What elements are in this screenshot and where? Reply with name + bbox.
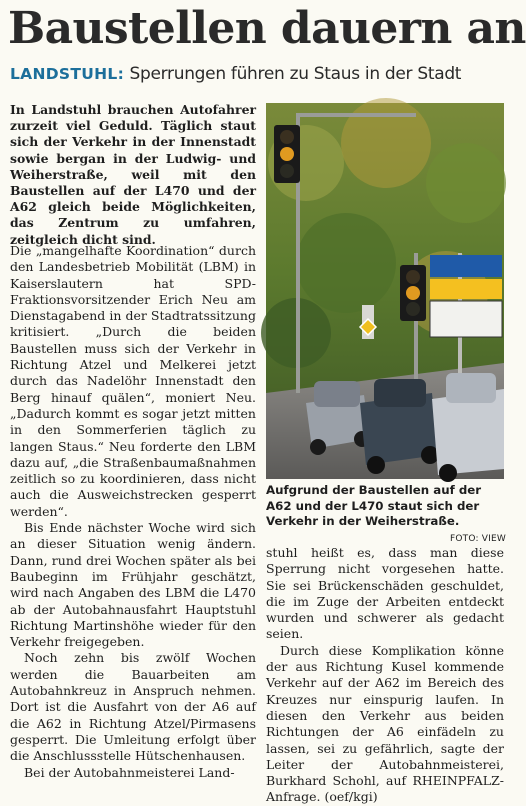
caption-text: Aufgrund der Baustellen auf der A62 und der L470 staut sich der Verkehr in der Weiherstraße. — [266, 483, 482, 528]
kicker — [10, 62, 510, 86]
body-paragraph: Die „mangelhafte Koordination“ durch den Landesbetrieb Mobilität (LBM) in Kaiserslautern hat SPD-Fraktionsvorsitzender Erich Neu am Dienstagabend in der Stadtratssitzung kritisiert. „Durch die beiden Baustellen muss sich der Verkehr in Richtung Atzel und Melkerei jetzt durch das Nadelöhr Innenstadt den Berg hinauf quälen“, moniert Neu. „Dadurch kommt es sogar jetzt mitten in den Sommerferien täglich zu langen Staus.“ Neu forderte den LBM dazu auf, „die Straßenbaumaßnahmen zeitlich so zu koordinieren, dass nicht auch die Ausweichstrecken gesperrt werden“. — [10, 243, 256, 519]
body-paragraph: Noch zehn bis zwölf Wochen werden die Bauarbeiten am Autobahnkreuz in Anspruch nehmen. Dort ist die Ausfahrt von der A6 auf die A62 in Richtung Atzel/Pirmasens gesperrt. Die Umleitung erfolgt über die Anschlussstelle Hütschenhausen. — [10, 650, 256, 764]
traffic-photo-illustration — [266, 103, 504, 479]
headline: Baustellen dauern an — [8, 3, 526, 54]
body-paragraph: Bei der Autobahnmeisterei Land- — [24, 764, 235, 780]
body-paragraph: Bis Ende nächster Woche wird sich an dieser Situation wenig ändern. Dann, rund drei Wochen später als bei Baubeginn im Frühjahr geschätzt, wird nach Angaben des LBM die L470 ab der Autobahnausfahrt Hauptstuhl Richtung Martinshöhe wieder für den Verkehr freigegeben. — [10, 520, 256, 650]
lead-paragraph: In Landstuhl brauchen Autofahrer zurzeit viel Geduld. Täglich staut sich der Verkehr in der Innenstadt sowie bergan in der Ludwig- und Weiherstraße, weil mit den Baustellen auf der L470 und der A62 gleich beide Möglichkeiten, das Zentrum zu umfahren, zeitgleich dicht sind. — [10, 102, 256, 247]
photo-credit: FOTO: VIEW — [450, 533, 506, 544]
photo-caption — [266, 483, 506, 547]
kicker-subtitle: Sperrungen führen zu Staus in der Stadt — [129, 64, 462, 84]
body-paragraph: stuhl heißt es, dass man diese Sperrung nicht vorgesehen hatte. Sie sei Brückenschäden geschuldet, die im Zuge der Arbeiten entdeckt wurden und schwerer als gedacht seien. — [266, 545, 504, 642]
body-paragraph: Durch diese Komplikation könne der aus Richtung Kusel kommende Verkehr auf der A62 im Bereich des Kreuzes nur einspurig laufen. In diesen den Verkehr aus beiden Richtungen der A6 einfädeln zu lassen, sei zu gefährlich, sagte der Leiter der Autobahnmeisterei, Burkhard Schohl, auf RHEINPFALZ-Anfrage. (oef/kgi) — [266, 642, 504, 805]
news-photo — [266, 103, 504, 479]
body-column-2 — [266, 545, 504, 806]
kicker-location: LANDSTUHL: — [10, 65, 125, 83]
body-column-1 — [10, 243, 256, 781]
